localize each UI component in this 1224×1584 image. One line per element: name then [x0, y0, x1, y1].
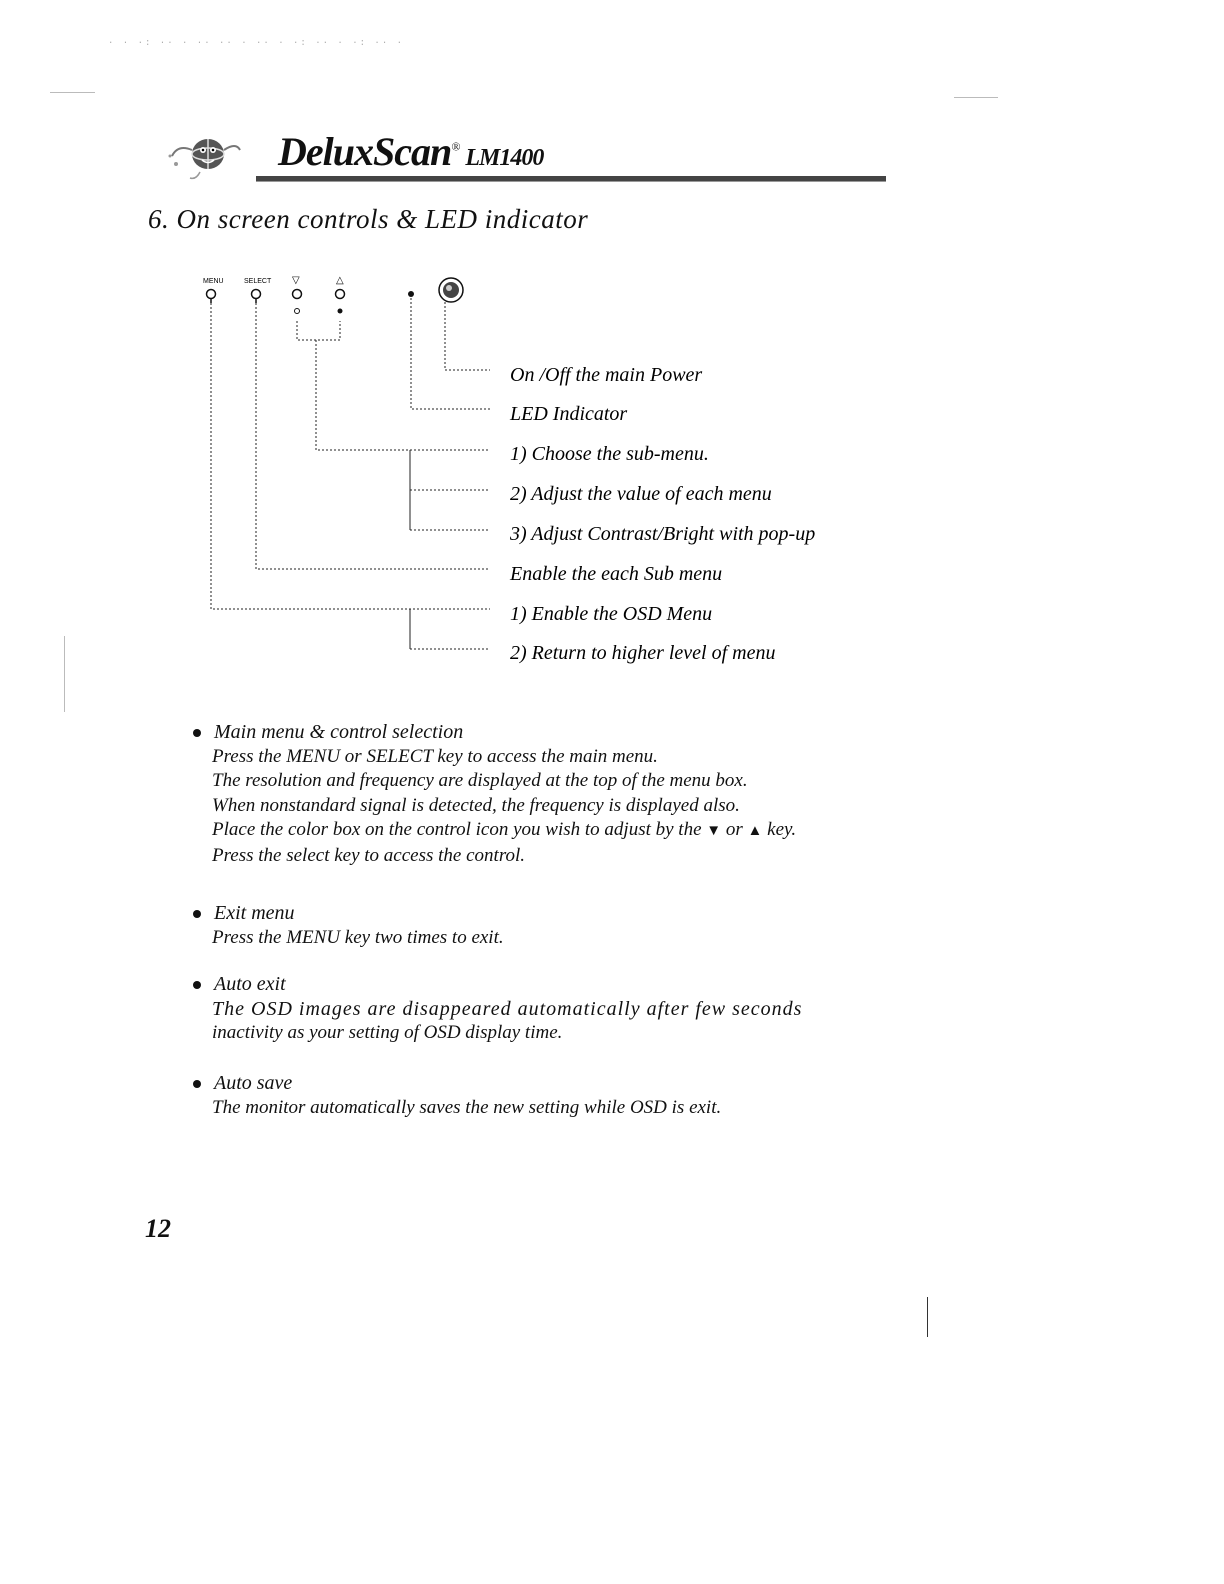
body-line	[212, 818, 796, 844]
down-button[interactable]	[293, 290, 302, 314]
controls-diagram-svg	[190, 265, 890, 675]
body-line: Press the MENU or SELECT key to access the main menu.	[212, 745, 658, 767]
section-body	[190, 997, 802, 1046]
section-auto-exit	[190, 972, 802, 1046]
led-indicator-icon	[408, 291, 414, 297]
section-body	[190, 926, 504, 951]
section-main-menu	[190, 720, 796, 868]
section-heading: Auto save	[190, 1071, 721, 1096]
section-body	[190, 745, 796, 869]
crop-mark-left	[64, 636, 65, 712]
callout-menu-2: 2) Return to higher level of menu	[510, 642, 776, 664]
callout-select: Enable the each Sub menu	[510, 563, 723, 585]
section-heading: Exit menu	[190, 901, 504, 926]
section-exit-menu	[190, 901, 504, 950]
page-number: 12	[145, 1214, 171, 1243]
crop-mark-bottom-right	[927, 1297, 928, 1337]
body-text: key.	[767, 819, 797, 840]
callout-power: On /Off the main Power	[510, 364, 703, 386]
up-key-label: △	[336, 275, 344, 286]
menu-button[interactable]	[207, 290, 216, 304]
section-heading: Main menu & control selection	[190, 720, 796, 745]
body-line: Press the MENU key two times to exit.	[212, 926, 504, 948]
section-auto-save	[190, 1071, 721, 1120]
down-key-label: ▽	[292, 275, 300, 286]
brand-name-text: DeluxScan	[278, 129, 452, 174]
brand-name	[278, 128, 543, 175]
body-line: The OSD images are disappeared automatically after few seconds	[212, 997, 803, 1020]
select-button[interactable]	[252, 290, 261, 304]
body-line: The monitor automatically saves the new setting while OSD is exit.	[212, 1096, 722, 1118]
registered-mark: ®	[451, 139, 460, 154]
crop-mark-top-right	[954, 97, 998, 98]
body-line: inactivity as your setting of OSD display time.	[212, 1022, 563, 1043]
scan-artifact-top: · · ·: ·· · ·· ·· · ·· · ·: ·· · ·: ·· ·	[108, 38, 405, 48]
body-line: The resolution and frequency are displayed at the top of the menu box.	[212, 770, 748, 791]
controls-diagram	[190, 265, 890, 675]
section-title: 6. On screen controls & LED indicator	[148, 204, 589, 234]
crop-mark-top-left	[50, 92, 95, 93]
callout-arrows-2: 2) Adjust the value of each menu	[510, 483, 772, 505]
down-triangle-icon: ▼	[706, 823, 722, 839]
up-button[interactable]	[336, 290, 345, 314]
model-name: LM1400	[465, 145, 544, 171]
body-text: Place the color box on the control icon you wish to adjust by the	[212, 819, 702, 840]
section-body	[190, 1096, 721, 1121]
brand-logo	[164, 120, 244, 184]
header-rule	[256, 176, 886, 182]
callout-arrows-3: 3) Adjust Contrast/Bright with pop-up	[510, 523, 816, 545]
up-triangle-icon: ▲	[747, 823, 763, 839]
power-button[interactable]	[439, 278, 463, 302]
menu-key-label: MENU	[203, 278, 224, 285]
body-line: Press the select key to access the control.	[212, 844, 526, 866]
body-text: or	[725, 819, 743, 840]
body-line: When nonstandard signal is detected, the frequency is displayed also.	[212, 794, 740, 816]
globe-mascot-icon	[164, 120, 244, 184]
callout-menu-1: 1) Enable the OSD Menu	[510, 603, 713, 625]
callout-arrows-1: 1) Choose the sub-menu.	[510, 443, 709, 465]
callout-led: LED Indicator	[510, 403, 628, 425]
section-heading: Auto exit	[190, 972, 802, 997]
select-key-label: SELECT	[244, 278, 272, 285]
